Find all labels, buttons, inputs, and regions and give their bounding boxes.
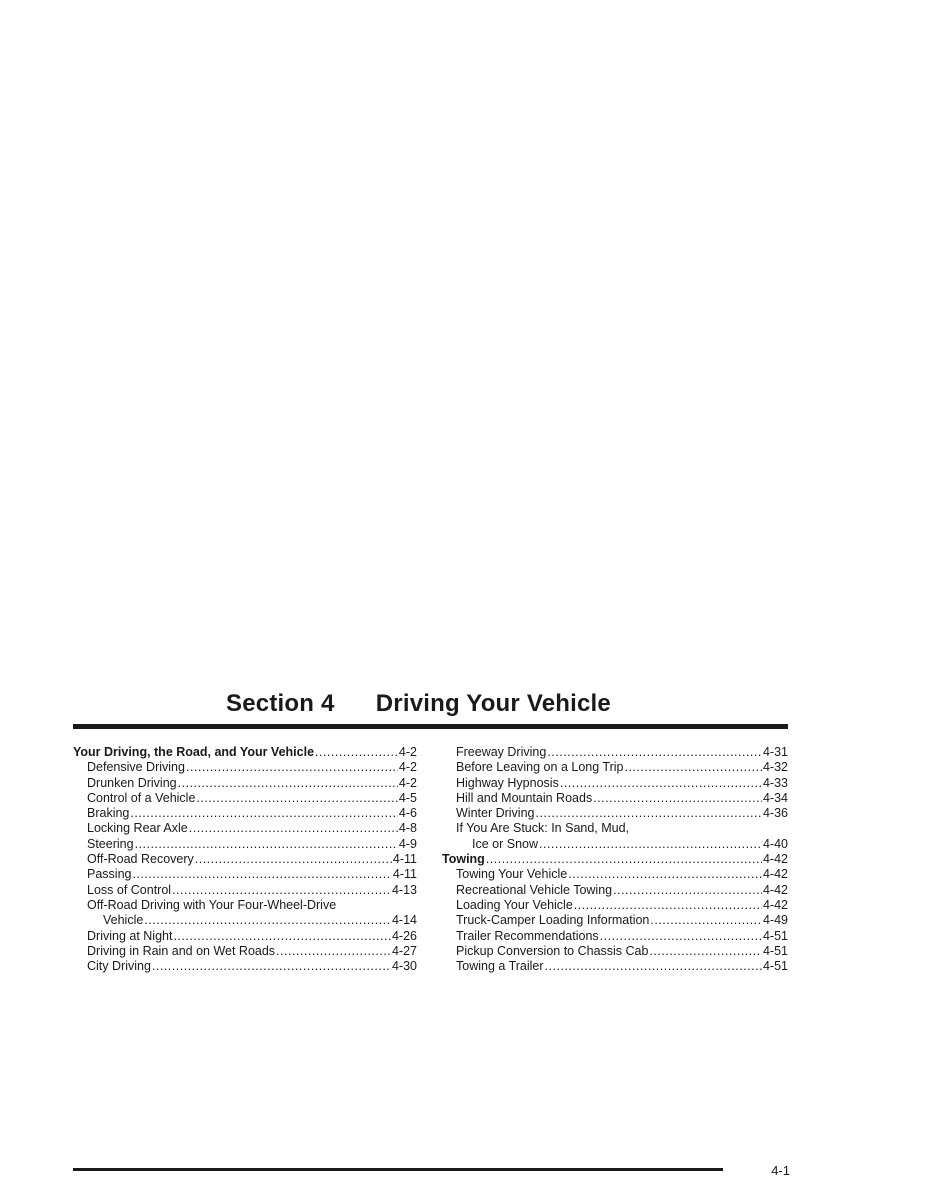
dot-leader — [624, 760, 761, 775]
dot-leader — [650, 913, 762, 928]
toc-entry-title: Control of a Vehicle — [87, 790, 196, 805]
toc-page-ref: 4-11 — [392, 867, 417, 882]
toc-entry — [442, 867, 788, 882]
toc-page-ref: 4-9 — [398, 836, 417, 851]
toc-entry-title: Vehicle — [103, 913, 144, 928]
toc-entry — [442, 959, 788, 974]
toc-entry-title: Freeway Driving — [456, 745, 547, 759]
toc-page-ref: 4-2 — [398, 760, 417, 775]
toc-entry-title: Steering — [87, 836, 134, 851]
page-number: 4-1 — [771, 1163, 790, 1178]
section-title: Driving Your Vehicle — [375, 690, 611, 717]
dot-leader — [135, 837, 398, 852]
dot-leader — [152, 959, 391, 974]
toc-page-ref: 4-31 — [762, 745, 788, 759]
toc-entry-title: Hill and Mountain Roads — [456, 790, 593, 805]
dot-leader — [539, 837, 762, 852]
toc-entry — [442, 929, 788, 944]
toc-entry — [73, 791, 417, 806]
toc-entry — [73, 821, 417, 836]
toc-left-column — [73, 745, 417, 974]
toc-page-ref: 4-49 — [762, 913, 788, 928]
toc-entry-title: Your Driving, the Road, and Your Vehicle — [73, 745, 315, 759]
toc-entry-title: Loading Your Vehicle — [456, 897, 573, 912]
dot-leader — [547, 745, 762, 760]
toc-entry-title: Towing — [442, 852, 485, 867]
toc-page-ref: 4-42 — [762, 852, 788, 867]
toc-page-ref: 4-6 — [398, 806, 417, 821]
title-divider — [73, 724, 788, 729]
toc-page-ref: 4-33 — [762, 775, 788, 790]
dot-leader — [536, 806, 762, 821]
toc-entry — [442, 898, 788, 913]
toc-entry-title: Driving at Night — [87, 928, 173, 943]
dot-leader — [486, 852, 762, 867]
toc-entry-title: City Driving — [87, 959, 151, 974]
toc-entry-title: Truck-Camper Loading Information — [456, 913, 650, 928]
toc-heading-entry — [73, 745, 417, 760]
toc-entry — [73, 913, 417, 928]
dot-leader — [172, 883, 391, 898]
toc-entry-title: Off-Road Recovery — [87, 852, 194, 867]
toc-page-ref: 4-36 — [762, 806, 788, 821]
toc-entry-title: Locking Rear Axle — [87, 821, 188, 836]
dot-leader — [132, 867, 391, 882]
toc-entry — [442, 760, 788, 775]
toc-entry-title: Highway Hypnosis — [456, 775, 559, 790]
toc-entry — [73, 867, 417, 882]
toc-heading-entry — [442, 852, 788, 867]
toc-entry-title: Towing a Trailer — [456, 959, 544, 974]
toc-entry — [442, 913, 788, 928]
dot-leader — [613, 883, 762, 898]
toc-entry: If You Are Stuck: In Sand, Mud, — [456, 821, 630, 836]
toc-entry — [442, 806, 788, 821]
toc-page-ref: 4-42 — [762, 867, 788, 882]
toc-entry — [73, 837, 417, 852]
toc-entry-title: Winter Driving — [456, 806, 535, 821]
toc-page-ref: 4-27 — [391, 943, 417, 958]
dot-leader — [315, 745, 398, 760]
dot-leader — [574, 898, 762, 913]
dot-leader — [568, 867, 762, 882]
toc-page-ref: 4-32 — [762, 760, 788, 775]
toc-entry-title: Defensive Driving — [87, 760, 185, 775]
toc-entry — [442, 745, 788, 760]
toc-entry — [442, 791, 788, 806]
toc-page-ref: 4-51 — [762, 943, 788, 958]
dot-leader — [195, 852, 392, 867]
toc-entry — [73, 852, 417, 867]
toc-page-ref: 4-30 — [391, 959, 417, 974]
toc-entry-title: Recreational Vehicle Towing — [456, 882, 613, 897]
dot-leader — [130, 806, 398, 821]
dot-leader — [144, 913, 391, 928]
toc-entry — [73, 776, 417, 791]
toc-page-ref: 4-13 — [391, 882, 417, 897]
dot-leader — [593, 791, 762, 806]
toc-entry-title: Towing Your Vehicle — [456, 867, 568, 882]
toc-page-ref: 4-26 — [391, 928, 417, 943]
dot-leader — [189, 821, 398, 836]
toc-entry — [442, 944, 788, 959]
toc-entry-title: Passing — [87, 867, 132, 882]
dot-leader — [545, 959, 762, 974]
toc-entry-title: Trailer Recommendations — [456, 928, 599, 943]
section-heading — [0, 690, 837, 718]
toc-entry-title: Drunken Driving — [87, 775, 177, 790]
toc-page-ref: 4-42 — [762, 882, 788, 897]
toc-entry-title: Braking — [87, 806, 130, 821]
toc-entry — [73, 883, 417, 898]
toc-page-ref: 4-14 — [391, 913, 417, 928]
toc-page-ref: 4-8 — [398, 821, 417, 836]
dot-leader — [600, 929, 762, 944]
dot-leader — [196, 791, 398, 806]
toc-entry — [73, 760, 417, 775]
toc-page-ref: 4-51 — [762, 959, 788, 974]
toc-page-ref: 4-2 — [398, 775, 417, 790]
toc-entry-title: Loss of Control — [87, 882, 172, 897]
toc-entry — [73, 929, 417, 944]
toc-right-column — [442, 745, 788, 974]
toc-entry — [442, 776, 788, 791]
toc-page-ref: 4-2 — [398, 745, 417, 759]
dot-leader — [173, 929, 391, 944]
dot-leader — [186, 760, 398, 775]
toc-page-ref: 4-11 — [392, 852, 417, 867]
toc-entry — [442, 883, 788, 898]
toc-page-ref: 4-51 — [762, 928, 788, 943]
dot-leader — [276, 944, 391, 959]
toc-page-ref: 4-34 — [762, 790, 788, 805]
toc-entry-title: Before Leaving on a Long Trip — [456, 760, 624, 775]
footer-divider — [73, 1168, 723, 1171]
toc-entry-title: Pickup Conversion to Chassis Cab — [456, 943, 649, 958]
toc-page-ref: 4-40 — [762, 836, 788, 851]
toc-entry-title: Ice or Snow — [472, 836, 539, 851]
toc-page-ref: 4-5 — [398, 790, 417, 805]
toc-entry: Off-Road Driving with Your Four-Wheel-Drive — [87, 897, 337, 912]
toc-entry — [442, 837, 788, 852]
dot-leader — [560, 776, 762, 791]
toc-page-ref: 4-42 — [762, 897, 788, 912]
toc-entry — [73, 944, 417, 959]
dot-leader — [178, 776, 398, 791]
toc-entry-title: Driving in Rain and on Wet Roads — [87, 943, 276, 958]
toc-entry — [73, 806, 417, 821]
section-label: Section 4 — [226, 690, 335, 717]
toc-entry — [73, 959, 417, 974]
dot-leader — [649, 944, 762, 959]
